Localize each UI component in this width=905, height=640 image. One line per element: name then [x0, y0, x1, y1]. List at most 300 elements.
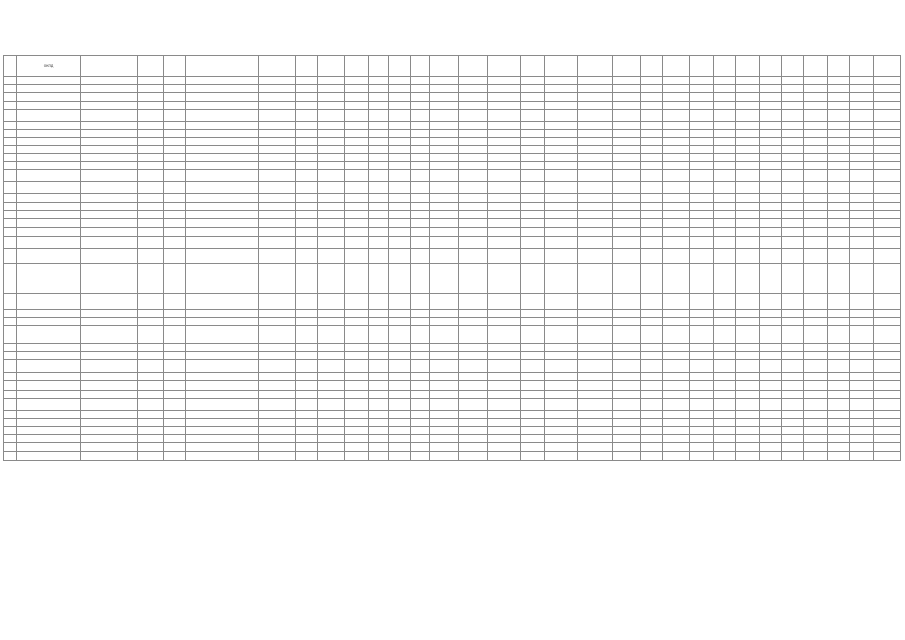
table-cell	[828, 170, 850, 182]
table-cell	[874, 391, 901, 399]
table-cell	[138, 93, 164, 102]
table-cell	[782, 130, 804, 138]
table-cell	[4, 93, 17, 102]
table-cell	[850, 194, 874, 203]
table-cell	[520, 411, 544, 419]
table-cell	[760, 211, 782, 219]
table-cell	[344, 427, 368, 435]
table-cell	[760, 138, 782, 146]
table-cell	[804, 154, 828, 162]
table-cell	[544, 294, 577, 310]
table-cell	[663, 93, 689, 102]
table-cell	[874, 154, 901, 162]
table-cell	[459, 77, 488, 85]
table-cell	[164, 391, 186, 399]
table-cell	[344, 419, 368, 427]
table-cell	[612, 427, 641, 435]
table-cell	[410, 170, 430, 182]
table-cell	[735, 318, 759, 326]
table-cell	[186, 294, 259, 310]
table-cell	[259, 310, 296, 318]
table-cell	[804, 170, 828, 182]
table-cell	[459, 318, 488, 326]
table-cell	[735, 381, 759, 391]
table-cell	[430, 399, 459, 411]
table-cell	[714, 391, 736, 399]
table-cell	[296, 203, 318, 211]
table-cell	[714, 203, 736, 211]
table-cell	[410, 344, 430, 352]
table-cell	[804, 373, 828, 381]
table-cell	[318, 419, 344, 427]
table-cell	[874, 310, 901, 318]
table-cell	[828, 427, 850, 435]
table-cell	[874, 170, 901, 182]
table-cell	[164, 162, 186, 170]
table-cell	[520, 310, 544, 318]
table-cell	[735, 138, 759, 146]
table-cell	[735, 93, 759, 102]
table-cell	[828, 102, 850, 110]
table-cell	[874, 77, 901, 85]
table-cell	[296, 228, 318, 237]
table-cell	[689, 211, 713, 219]
table-cell	[296, 170, 318, 182]
table-cell	[689, 122, 713, 130]
table-cell	[577, 411, 612, 419]
table-cell	[663, 170, 689, 182]
table-cell	[828, 360, 850, 373]
table-cell	[164, 182, 186, 194]
table-cell	[138, 264, 164, 294]
column-header	[459, 56, 488, 77]
table-cell	[186, 237, 259, 249]
table-cell	[410, 102, 430, 110]
table-cell	[663, 373, 689, 381]
table-cell	[544, 411, 577, 419]
table-cell	[828, 182, 850, 194]
table-cell	[296, 360, 318, 373]
table-cell	[388, 130, 410, 138]
table-cell	[782, 360, 804, 373]
table-cell	[344, 435, 368, 443]
table-cell	[760, 219, 782, 228]
table-cell	[80, 219, 137, 228]
table-cell	[804, 427, 828, 435]
column-header	[714, 56, 736, 77]
table-cell	[577, 110, 612, 122]
table-cell	[318, 219, 344, 228]
table-cell	[459, 162, 488, 170]
table-cell	[318, 381, 344, 391]
table-cell	[296, 85, 318, 93]
table-cell	[17, 102, 81, 110]
table-cell	[520, 344, 544, 352]
table-cell	[663, 352, 689, 360]
table-cell	[4, 102, 17, 110]
table-cell	[544, 219, 577, 228]
table-cell	[487, 326, 520, 344]
table-cell	[577, 162, 612, 170]
table-cell	[388, 85, 410, 93]
table-cell	[430, 435, 459, 443]
table-cell	[17, 373, 81, 381]
table-cell	[689, 237, 713, 249]
table-cell	[487, 318, 520, 326]
table-cell	[344, 373, 368, 381]
table-cell	[430, 162, 459, 170]
table-cell	[735, 170, 759, 182]
table-cell	[760, 391, 782, 399]
table-cell	[388, 228, 410, 237]
table-cell	[430, 318, 459, 326]
table-cell	[782, 211, 804, 219]
table-cell	[410, 122, 430, 130]
table-cell	[138, 85, 164, 93]
table-cell	[735, 419, 759, 427]
table-cell	[344, 182, 368, 194]
table-cell	[296, 411, 318, 419]
table-cell	[138, 381, 164, 391]
table-cell	[186, 154, 259, 162]
table-cell	[735, 162, 759, 170]
table-cell	[410, 419, 430, 427]
table-cell	[368, 110, 388, 122]
table-cell	[296, 399, 318, 411]
table-cell	[804, 194, 828, 203]
table-cell	[4, 435, 17, 443]
table-cell	[296, 435, 318, 443]
table-cell	[459, 154, 488, 162]
table-cell	[296, 237, 318, 249]
table-cell	[850, 264, 874, 294]
table-cell	[388, 249, 410, 264]
table-cell	[804, 93, 828, 102]
table-cell	[760, 93, 782, 102]
table-cell	[782, 249, 804, 264]
table-cell	[388, 344, 410, 352]
table-cell	[782, 352, 804, 360]
table-cell	[138, 170, 164, 182]
table-cell	[459, 399, 488, 411]
table-cell	[410, 318, 430, 326]
table-cell	[874, 182, 901, 194]
table-header-row	[4, 56, 901, 77]
table-cell	[714, 110, 736, 122]
table-cell	[850, 318, 874, 326]
table-cell	[689, 219, 713, 228]
table-cell	[430, 122, 459, 130]
table-cell	[874, 352, 901, 360]
table-cell	[138, 77, 164, 85]
table-cell	[612, 194, 641, 203]
table-cell	[430, 443, 459, 452]
table-cell	[368, 182, 388, 194]
table-cell	[641, 391, 663, 399]
table-cell	[520, 391, 544, 399]
table-cell	[641, 344, 663, 352]
table-cell	[344, 219, 368, 228]
table-cell	[487, 360, 520, 373]
table-cell	[344, 162, 368, 170]
table-cell	[782, 170, 804, 182]
table-cell	[138, 399, 164, 411]
column-header	[344, 56, 368, 77]
table-cell	[4, 249, 17, 264]
table-cell	[689, 381, 713, 391]
table-cell	[663, 443, 689, 452]
table-cell	[4, 352, 17, 360]
table-cell	[344, 170, 368, 182]
table-cell	[138, 435, 164, 443]
table-cell	[577, 203, 612, 211]
table-cell	[804, 443, 828, 452]
table-cell	[186, 373, 259, 381]
table-cell	[663, 452, 689, 461]
table-cell	[544, 249, 577, 264]
table-cell	[459, 373, 488, 381]
table-cell	[641, 452, 663, 461]
table-cell	[296, 122, 318, 130]
table-cell	[487, 211, 520, 219]
table-cell	[344, 381, 368, 391]
table-cell	[612, 249, 641, 264]
table-cell	[318, 360, 344, 373]
table-cell	[388, 203, 410, 211]
table-cell	[459, 170, 488, 182]
table-cell	[430, 310, 459, 318]
table-cell	[17, 411, 81, 419]
table-cell	[804, 310, 828, 318]
table-cell	[296, 182, 318, 194]
table-cell	[874, 110, 901, 122]
table-cell	[612, 326, 641, 344]
table-cell	[544, 110, 577, 122]
table-cell	[689, 77, 713, 85]
table-cell	[804, 228, 828, 237]
table-cell	[388, 435, 410, 443]
table-cell	[782, 419, 804, 427]
table-cell	[17, 203, 81, 211]
table-cell	[760, 122, 782, 130]
table-cell	[487, 344, 520, 352]
table-cell	[186, 443, 259, 452]
table-cell	[689, 85, 713, 93]
table-cell	[850, 443, 874, 452]
table-cell	[410, 249, 430, 264]
table-cell	[186, 435, 259, 443]
table-cell	[430, 228, 459, 237]
table-cell	[612, 360, 641, 373]
table-cell	[368, 249, 388, 264]
table-cell	[259, 294, 296, 310]
table-cell	[577, 399, 612, 411]
table-cell	[520, 294, 544, 310]
table-cell	[828, 264, 850, 294]
table-cell	[459, 102, 488, 110]
table-cell	[714, 154, 736, 162]
table-cell	[874, 294, 901, 310]
table-cell	[430, 391, 459, 399]
table-cell	[577, 228, 612, 237]
table-cell	[520, 452, 544, 461]
table-cell	[520, 318, 544, 326]
table-cell	[641, 170, 663, 182]
column-header	[296, 56, 318, 77]
table-cell	[828, 219, 850, 228]
table-cell	[520, 264, 544, 294]
table-cell	[17, 381, 81, 391]
table-cell	[850, 237, 874, 249]
table-cell	[714, 170, 736, 182]
table-cell	[459, 237, 488, 249]
table-cell	[850, 360, 874, 373]
table-cell	[612, 138, 641, 146]
table-cell	[760, 182, 782, 194]
table-cell	[410, 146, 430, 154]
table-cell	[874, 411, 901, 419]
table-cell	[164, 373, 186, 381]
table-cell	[828, 85, 850, 93]
table-cell	[186, 77, 259, 85]
table-cell	[80, 203, 137, 211]
table-cell	[344, 344, 368, 352]
table-cell	[344, 310, 368, 318]
table-cell	[828, 249, 850, 264]
table-cell	[318, 93, 344, 102]
table-cell	[388, 411, 410, 419]
table-row	[4, 130, 901, 138]
table-cell	[850, 381, 874, 391]
table-row	[4, 326, 901, 344]
table-row	[4, 211, 901, 219]
table-cell	[318, 228, 344, 237]
table-cell	[760, 443, 782, 452]
table-cell	[164, 237, 186, 249]
table-cell	[641, 110, 663, 122]
table-cell	[850, 326, 874, 344]
table-cell	[850, 138, 874, 146]
table-cell	[850, 77, 874, 85]
table-row	[4, 154, 901, 162]
table-cell	[663, 326, 689, 344]
table-cell	[410, 211, 430, 219]
table-cell	[4, 228, 17, 237]
table-cell	[850, 352, 874, 360]
table-cell	[368, 170, 388, 182]
table-cell	[544, 373, 577, 381]
table-cell	[577, 249, 612, 264]
table-cell	[850, 154, 874, 162]
table-cell	[296, 77, 318, 85]
table-cell	[689, 170, 713, 182]
table-cell	[459, 435, 488, 443]
table-cell	[459, 310, 488, 318]
table-cell	[80, 170, 137, 182]
table-cell	[344, 352, 368, 360]
table-cell	[760, 427, 782, 435]
table-cell	[259, 182, 296, 194]
table-cell	[850, 228, 874, 237]
table-cell	[714, 77, 736, 85]
table-cell	[4, 411, 17, 419]
table-cell	[259, 399, 296, 411]
table-cell	[804, 452, 828, 461]
table-cell	[4, 219, 17, 228]
table-cell	[782, 264, 804, 294]
table-cell	[318, 264, 344, 294]
table-cell	[388, 110, 410, 122]
table-cell	[4, 391, 17, 399]
table-cell	[344, 122, 368, 130]
table-cell	[368, 435, 388, 443]
table-cell	[874, 211, 901, 219]
table-cell	[850, 411, 874, 419]
column-header	[80, 56, 137, 77]
table-cell	[344, 443, 368, 452]
table-cell	[410, 228, 430, 237]
table-cell	[186, 146, 259, 154]
table-cell	[828, 373, 850, 381]
table-row	[4, 162, 901, 170]
table-cell	[520, 399, 544, 411]
table-cell	[663, 211, 689, 219]
table-cell	[641, 427, 663, 435]
table-cell	[4, 381, 17, 391]
table-cell	[17, 352, 81, 360]
table-cell	[4, 344, 17, 352]
table-cell	[782, 381, 804, 391]
table-cell	[544, 130, 577, 138]
table-cell	[344, 211, 368, 219]
table-cell	[344, 93, 368, 102]
table-cell	[80, 344, 137, 352]
table-cell	[4, 122, 17, 130]
table-cell	[782, 138, 804, 146]
table-cell	[138, 154, 164, 162]
table-cell	[80, 427, 137, 435]
table-cell	[689, 326, 713, 344]
table-cell	[828, 352, 850, 360]
table-cell	[186, 194, 259, 203]
table-cell	[459, 452, 488, 461]
table-cell	[368, 344, 388, 352]
table-cell	[80, 162, 137, 170]
table-cell	[259, 93, 296, 102]
table-cell	[80, 102, 137, 110]
table-cell	[577, 443, 612, 452]
table-cell	[487, 122, 520, 130]
table-cell	[17, 249, 81, 264]
table-cell	[874, 146, 901, 154]
table-cell	[344, 203, 368, 211]
table-cell	[544, 162, 577, 170]
table-cell	[17, 391, 81, 399]
table-cell	[259, 228, 296, 237]
table-cell	[388, 399, 410, 411]
table-cell	[760, 411, 782, 419]
table-cell	[138, 427, 164, 435]
table-cell	[4, 203, 17, 211]
table-cell	[641, 352, 663, 360]
table-cell	[612, 310, 641, 318]
table-cell	[259, 419, 296, 427]
table-cell	[17, 452, 81, 461]
table-row	[4, 110, 901, 122]
table-cell	[4, 373, 17, 381]
table-cell	[388, 219, 410, 228]
table-cell	[368, 326, 388, 344]
